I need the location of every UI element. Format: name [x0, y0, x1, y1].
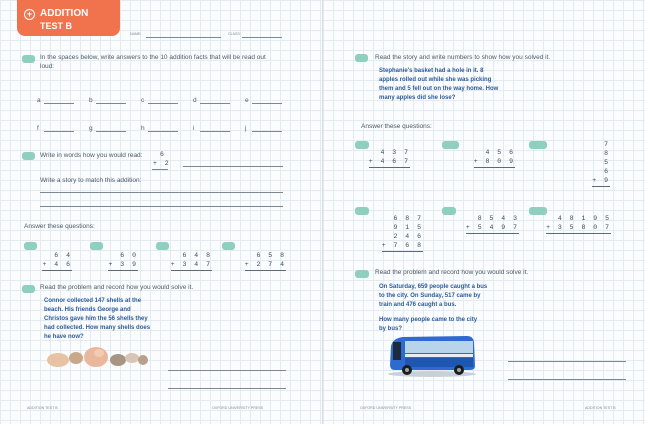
sum-row: + 3 9: [108, 261, 138, 268]
q1-instruction: In the spaces below, write answers to the 10 addition facts that will be read out loud:: [40, 54, 266, 70]
question-badge-17: [355, 54, 368, 62]
working-line-2[interactable]: [168, 388, 286, 389]
q16-story: Connor collected 147 shells at the beach. His friends George and Christos gave him the 56 shells they had collected. How many shells does he have now?: [44, 298, 151, 340]
answer-line[interactable]: [96, 131, 126, 132]
addition-sum: [466, 214, 519, 239]
question-badge-11: [22, 152, 35, 160]
q17-instruction: Read the story and write numbers to show how you solved it.: [375, 54, 551, 61]
working-line-1[interactable]: [508, 361, 626, 362]
answer-label: e: [245, 97, 249, 104]
sum-row: + 7 6 8: [381, 242, 423, 249]
answer-label: b: [89, 97, 93, 104]
sum-row: 8: [592, 150, 610, 157]
sum-row: 6 5 8: [244, 252, 286, 259]
answer-line[interactable]: [252, 103, 282, 104]
q11-story-instruction: Write a story to match this addition:: [40, 177, 142, 184]
shells-illustration: [44, 343, 149, 370]
question-badge-15: [222, 242, 235, 250]
addition-sum: [592, 140, 610, 192]
sum-row: 5: [592, 159, 610, 166]
working-line-2[interactable]: [508, 379, 626, 380]
sum-row: 4 5 6: [473, 149, 515, 156]
q24-question: How many people came to the city by bus?: [379, 317, 478, 332]
question-badge-12: [24, 242, 37, 250]
q16-instruction: Read the problem and record how you would solve it.: [40, 284, 194, 291]
story-line-2[interactable]: [40, 206, 283, 207]
addition-sum: [245, 251, 286, 276]
footer-publisher: OXFORD UNIVERSITY PRESS: [360, 406, 412, 410]
sum-row: 6 8 7: [381, 215, 423, 222]
answer-label: j: [245, 125, 247, 132]
question-badge-18: [355, 141, 369, 149]
class-line[interactable]: [242, 37, 282, 38]
question-badge-22: [442, 207, 456, 215]
sum-row: 8 5 4 3: [465, 215, 519, 222]
sum-rule: [546, 233, 611, 239]
sum-rule: [592, 186, 610, 192]
question-badge-1: [22, 55, 35, 63]
answer-label: d: [193, 97, 197, 104]
sum-rule: [42, 270, 72, 276]
test-header: [17, 0, 120, 36]
addition-sum: [474, 148, 515, 173]
q17-story: Stephanie's basket had a hole in it. 8 apples rolled out while she was picking them and 5 fell out on the way home. How many apples did she lose?: [379, 68, 499, 101]
question-badge-24: [355, 270, 369, 278]
question-badge-14: [156, 242, 169, 250]
addition-sum: [369, 148, 410, 173]
q11-sum-rule: [152, 169, 168, 170]
question-badge-13: [90, 242, 103, 250]
q11-instruction: Write in words how you would read:: [40, 152, 143, 159]
sum-row: + 8 0 9: [473, 158, 515, 165]
answer-label: g: [89, 125, 93, 132]
addition-sum: [171, 251, 212, 276]
answer-line[interactable]: [44, 103, 74, 104]
working-line-1[interactable]: [168, 370, 286, 371]
addition-sum: [42, 251, 72, 276]
sum-row: + 2 7 4: [244, 261, 286, 268]
footer-title: ADDITION TEST B: [27, 406, 58, 410]
sum-rule: [474, 167, 515, 173]
name-line[interactable]: [146, 37, 221, 38]
q24-instruction: Read the problem and record how you would solve it.: [375, 269, 529, 276]
sum-row: 6 4 8: [170, 252, 212, 259]
answer-questions-heading: Answer these questions:: [361, 123, 432, 130]
sum-row: + 4 6 7: [368, 158, 410, 165]
sum-row: 7: [592, 141, 610, 148]
answer-label: a: [37, 97, 41, 104]
question-badge-21: [355, 207, 369, 215]
question-badge-16: [22, 285, 35, 293]
sum-row: 6 4: [42, 252, 72, 259]
answer-line[interactable]: [252, 131, 282, 132]
bus-illustration: [387, 332, 477, 378]
name-label: NAME:: [130, 32, 142, 36]
answer-label: i: [193, 125, 195, 132]
sum-row: 2 4 6: [381, 233, 423, 240]
answer-line[interactable]: [44, 131, 74, 132]
test-title: ADDITION: [40, 8, 89, 19]
sum-row: + 9: [592, 177, 610, 184]
sum-rule: [108, 270, 138, 276]
class-label: CLASS:: [228, 32, 241, 36]
sum-rule: [382, 251, 423, 257]
answer-line[interactable]: [200, 131, 230, 132]
sum-row: 6: [592, 168, 610, 175]
sum-row: 4 3 7: [368, 149, 410, 156]
addition-sum: [108, 251, 138, 276]
sum-rule: [466, 233, 519, 239]
right-page: [323, 0, 645, 424]
answer-line[interactable]: [200, 103, 230, 104]
footer-title: ADDITION TEST B: [585, 406, 616, 410]
sum-row: + 4 6: [42, 261, 72, 268]
q24-story: On Saturday, 659 people caught a bus to the city. On Sunday, 517 came by train and 476 caught a bus.: [379, 284, 488, 308]
sum-row: 6 0: [108, 252, 138, 259]
sum-row: 9 1 5: [381, 224, 423, 231]
q11-top-number: 6: [160, 151, 166, 158]
question-badge-20: [529, 141, 547, 149]
sum-rule: [171, 270, 212, 276]
answer-label: h: [141, 125, 145, 132]
sum-row: + 3 4 7: [170, 261, 212, 268]
sum-row: + 3 5 8 0 7: [546, 224, 611, 231]
q11-words-line[interactable]: [183, 166, 283, 167]
test-subtitle: TEST B: [40, 21, 73, 31]
answer-questions-heading: Answer these questions:: [24, 223, 95, 230]
answer-line[interactable]: [148, 103, 178, 104]
story-line-1[interactable]: [40, 192, 283, 193]
footer-publisher: OXFORD UNIVERSITY PRESS: [212, 406, 264, 410]
sum-rule: [245, 270, 286, 276]
question-badge-23: [529, 207, 547, 215]
answer-label: f: [37, 125, 39, 132]
answer-label: c: [141, 97, 145, 104]
sum-row: 4 8 1 9 5: [546, 215, 611, 222]
addition-sum: [382, 214, 423, 257]
question-badge-19: [442, 141, 459, 149]
answer-line[interactable]: [96, 103, 126, 104]
answer-line[interactable]: [148, 131, 178, 132]
sum-rule: [369, 167, 410, 173]
plus-icon: +: [24, 9, 35, 20]
q11-bottom-number: + 2: [153, 160, 171, 167]
sum-row: + 5 4 9 7: [465, 224, 519, 231]
addition-sum: [546, 214, 611, 239]
